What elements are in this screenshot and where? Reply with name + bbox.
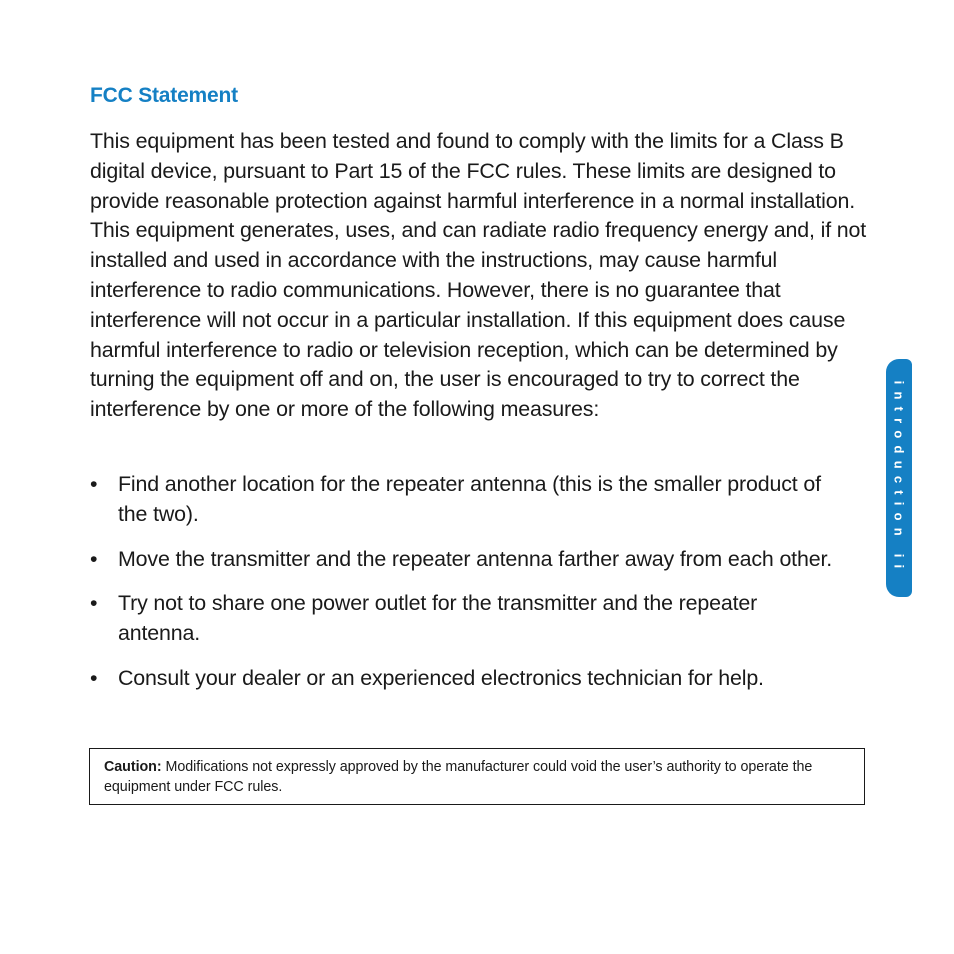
caution-box xyxy=(89,748,865,805)
fcc-paragraph: This equipment has been tested and found to comply with the limits for a Class B digital device, pursuant to Part 15 of the FCC rules. These limits are designed to provide reasonable protection against harmful interference in a normal installation. This equipment generates, uses, and can radiate radio frequency energy and, if not installed and used in accordance with the instructions, may cause harmful interference to radio communications. However, there is no guarantee that interference will not occur in a particular installation. If this equipment does cause harmful interference to radio or television reception, which can be determined by turning the equipment off and on, the user is encouraged to try to correct the interference by one or more of the following measures: xyxy=(90,129,867,422)
measures-list xyxy=(90,470,880,709)
list-item xyxy=(90,470,838,530)
bullet-icon: • xyxy=(90,546,98,571)
list-item-text: Move the transmitter and the repeater antenna farther away from each other. xyxy=(118,546,833,571)
list-item-text: Find another location for the repeater antenna (this is the smaller product of the two). xyxy=(118,472,821,526)
list-item xyxy=(90,589,838,649)
side-tab-label: introduction ii xyxy=(891,380,907,576)
list-item-text: Try not to share one power outlet for the transmitter and the repeater antenna. xyxy=(118,591,758,646)
section-side-tab xyxy=(886,359,912,597)
bullet-icon: • xyxy=(90,472,98,496)
bullet-icon: • xyxy=(90,665,98,690)
bullet-icon: • xyxy=(90,591,98,616)
section-heading: FCC Statement xyxy=(90,84,238,107)
list-item xyxy=(90,664,878,694)
caution-text: Modifications not expressly approved by the manufacturer could void the user’s authority to operate the equipment under FCC rules. xyxy=(104,759,813,795)
caution-label: Caution: xyxy=(104,759,162,775)
list-item xyxy=(90,545,838,575)
list-item-text: Consult your dealer or an experienced electronics technician for help. xyxy=(118,665,764,690)
